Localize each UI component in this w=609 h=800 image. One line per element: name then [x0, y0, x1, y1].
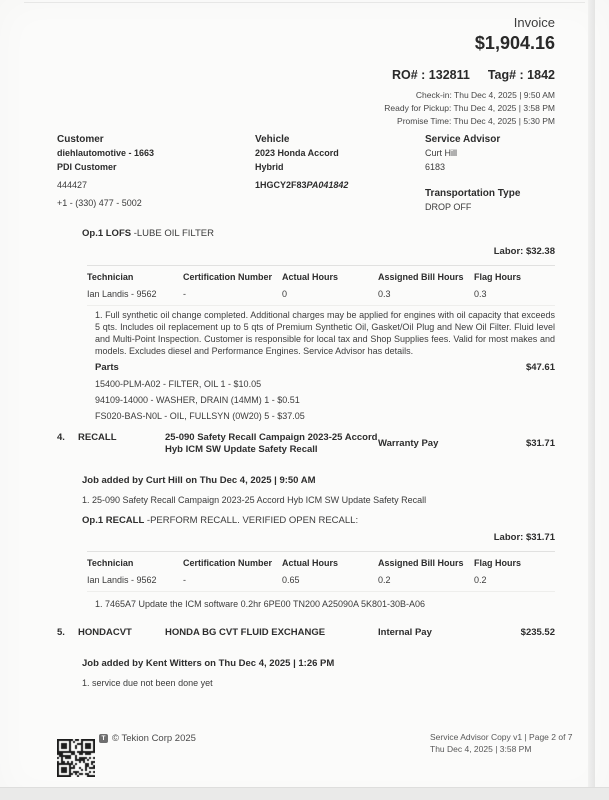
job-note: 1. 25-090 Safety Recall Campaign 2023-25 Accord Hyb ICM SW Update Safety Recall	[82, 495, 427, 505]
technician-cell: Ian Landis - 9562	[87, 289, 157, 299]
recall-op-desc: -PERFORM RECALL. VERIFIED OPEN RECALL:	[144, 515, 359, 526]
lofs-labor-total: Labor: $32.38	[493, 246, 555, 257]
assigned-bill-hours-cell: 0.3	[378, 289, 391, 299]
info-columns	[57, 134, 555, 213]
parts-header	[95, 362, 555, 374]
col-flag-hours: Flag Hours	[474, 272, 522, 282]
parts-total: $47.61	[525, 362, 555, 373]
ro-tag-line	[384, 68, 555, 82]
tag-number: Tag# : 1842	[487, 68, 555, 82]
tekion-logo-icon: T	[99, 734, 108, 743]
ready-for-pickup-time: Ready for Pickup: Thu Dec 4, 2025 | 3:58 PM	[384, 103, 555, 113]
job-pay-type: Internal Pay	[378, 627, 432, 638]
col-assigned-bill-hours: Assigned Bill Hours	[378, 558, 464, 568]
job-amount: $31.71	[525, 438, 555, 449]
service-advisor-block	[425, 134, 555, 213]
job-added-line: Job added by Kent Witters on Thu Dec 4, 2025 | 1:26 PM	[82, 658, 335, 669]
copy-label: Service Advisor Copy v1 | Page 2 of 7	[430, 732, 573, 742]
service-advisor-id: 6183	[425, 162, 446, 172]
vin-prefix: 1HGCY2F83	[255, 180, 307, 190]
print-timestamp: Thu Dec 4, 2025 | 3:58 PM	[430, 744, 532, 754]
job-number: 5.	[57, 627, 65, 638]
labor-table-header	[87, 266, 555, 285]
customer-name: diehlautomotive - 1663	[57, 148, 155, 158]
technician-cell: Ian Landis - 9562	[87, 575, 157, 585]
job-description: HONDA BG CVT FLUID EXCHANGE	[165, 627, 326, 638]
col-technician: Technician	[87, 558, 134, 568]
col-flag-hours: Flag Hours	[474, 558, 522, 568]
job-number: 4.	[57, 432, 65, 443]
promise-time: Promise Time: Thu Dec 4, 2025 | 5:30 PM	[397, 116, 555, 126]
flag-hours-cell: 0.2	[474, 575, 487, 585]
scan-edge-right	[588, 0, 595, 800]
table-row	[87, 285, 555, 306]
parts-label: Parts	[95, 362, 119, 373]
tekion-copyright-line	[99, 733, 196, 744]
vin-suffix: PA041842	[306, 180, 349, 190]
recall-job-head	[57, 432, 555, 456]
qr-code	[57, 739, 95, 777]
customer-block	[57, 134, 255, 213]
customer-phone: +1 - (330) 477 - 5002	[57, 198, 142, 208]
hondacvt-job-section	[57, 627, 555, 689]
footer-page-info	[430, 731, 573, 755]
invoice-title: Invoice	[513, 15, 555, 30]
checkin-meta	[384, 89, 555, 128]
col-cert-number: Certification Number	[183, 272, 273, 282]
recall-op-code: Op.1 RECALL	[82, 515, 145, 526]
job-code: RECALL	[78, 432, 117, 443]
labor-table-header	[87, 552, 555, 571]
ro-number: RO# : 132811	[391, 68, 470, 82]
col-assigned-bill-hours: Assigned Bill Hours	[378, 272, 464, 282]
checkin-time: Check-in: Thu Dec 4, 2025 | 9:50 AM	[415, 90, 555, 100]
lofs-section	[82, 228, 555, 422]
hondacvt-job-head	[57, 627, 555, 639]
part-line: 94109-14000 - WASHER, DRAIN (14MM) 1 - $0.51	[95, 395, 300, 405]
cert-number-cell: -	[183, 289, 186, 299]
vehicle-model-line1: 2023 Honda Accord	[255, 148, 339, 158]
vehicle-title: Vehicle	[255, 134, 290, 145]
flag-hours-cell: 0.3	[474, 289, 487, 299]
recall-labor-total: Labor: $31.71	[493, 532, 555, 543]
actual-hours-cell: 0	[282, 289, 288, 299]
customer-title: Customer	[57, 134, 104, 145]
vehicle-vin	[255, 180, 425, 191]
customer-type: PDI Customer	[57, 162, 117, 172]
copyright-text: © Tekion Corp 2025	[112, 733, 196, 744]
recall-op-line	[82, 515, 555, 527]
col-cert-number: Certification Number	[183, 558, 273, 568]
transportation-type-title: Transportation Type	[425, 188, 521, 199]
invoice-amount: $1,904.16	[474, 33, 555, 53]
lofs-op-line	[82, 228, 555, 240]
col-technician: Technician	[87, 272, 134, 282]
table-row	[87, 571, 555, 592]
job-added-line: Job added by Curt Hill on Thu Dec 4, 2025 | 9:50 AM	[82, 475, 316, 486]
recall-job-section	[57, 432, 555, 610]
part-line: 15400-PLM-A02 - FILTER, OIL 1 - $10.05	[95, 379, 262, 389]
job-amount: $235.52	[520, 627, 555, 638]
part-line: FS020-BAS-N0L - OIL, FULLSYN (0W20) 5 - $37.05	[95, 411, 305, 421]
job-note: 1. service due not been done yet	[82, 678, 213, 688]
transportation-type-value: DROP OFF	[425, 202, 472, 212]
scan-edge-top	[24, 2, 585, 3]
lofs-note: 1. Full synthetic oil change completed. Additional charges may be applied for engines with oil capacity that exceeds 5 qts. Includes oil replacement up to 5 qts of Premium Synthetic Oil, Gasket/Oil Plug and New Oil Filter. Fluid level and Multi-Point Inspection. Customer is responsible for local tax and Shop Supplies fees. Valid for most makes and models. Excludes diesel and Performance Engines. Service Advisor has details.	[95, 310, 555, 356]
recall-labor-table	[87, 551, 555, 592]
service-advisor-title: Service Advisor	[425, 134, 501, 145]
recall-tech-note: 1. 7465A7 Update the ICM software 0.2hr 6PE00 TN200 A25090A 5K801-30B-A06	[95, 599, 426, 609]
vehicle-model-line2: Hybrid	[255, 162, 284, 172]
actual-hours-cell: 0.65	[282, 575, 300, 585]
lofs-op-code: Op.1 LOFS	[82, 228, 132, 239]
job-description: 25-090 Safety Recall Campaign 2023-25 Accord Hyb ICM SW Update Safety Recall	[165, 432, 378, 455]
service-advisor-name: Curt Hill	[425, 148, 458, 158]
assigned-bill-hours-cell: 0.2	[378, 575, 391, 585]
job-pay-type: Warranty Pay	[378, 438, 439, 449]
scan-edge-bottom	[0, 787, 609, 800]
invoice-header	[384, 15, 555, 128]
vehicle-block	[255, 134, 425, 213]
customer-number: 444427	[57, 180, 88, 190]
col-actual-hours: Actual Hours	[282, 558, 339, 568]
lofs-op-desc: -LUBE OIL FILTER	[131, 228, 214, 239]
cert-number-cell: -	[183, 575, 186, 585]
col-actual-hours: Actual Hours	[282, 272, 339, 282]
lofs-labor-table	[87, 265, 555, 306]
job-code: HONDACVT	[78, 627, 132, 638]
